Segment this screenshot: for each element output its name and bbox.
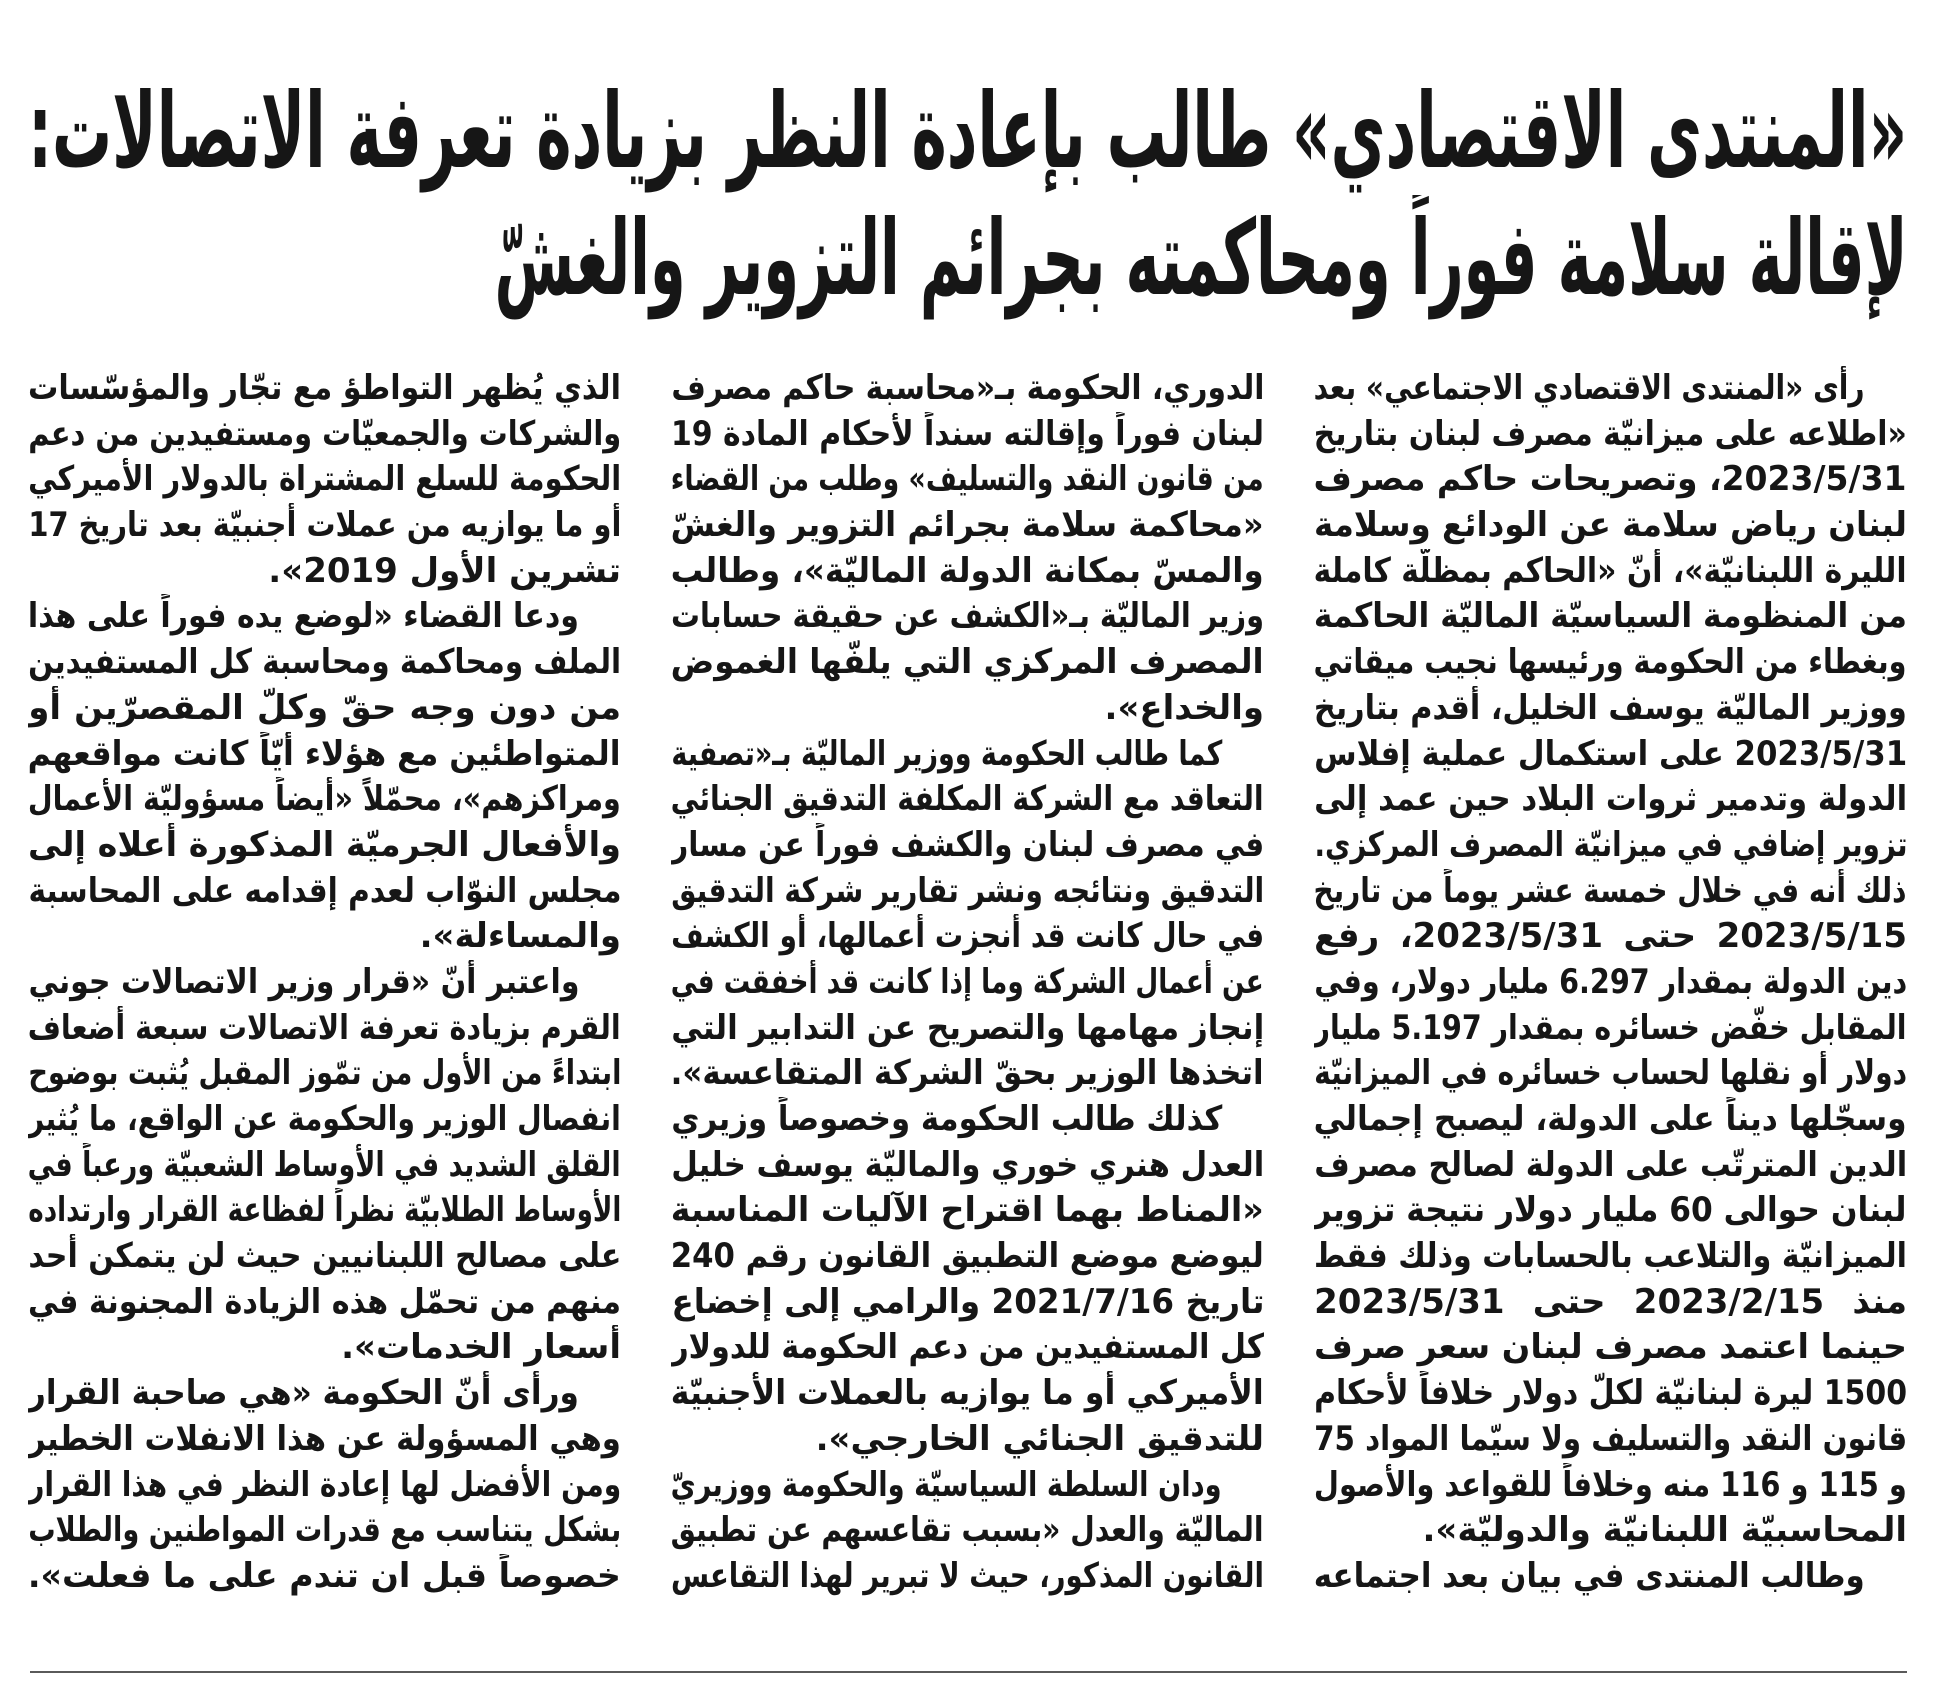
article-line-text: والشركات والجمعيّات ومستفيدين من دعم: [28, 413, 621, 454]
article-paragraph: [28, 594, 621, 960]
article-line-text: ووزير الماليّة يوسف الخليل، أقدم بتاريخ: [1314, 687, 1907, 728]
article-line: [671, 686, 1264, 732]
article-line: [1314, 412, 1907, 458]
article-line: [671, 1051, 1264, 1097]
article-line: [1314, 1463, 1907, 1509]
article-line: [28, 1417, 621, 1463]
article-line-text: كذلك طالب الحكومة وخصوصاً وزيري: [671, 1099, 1222, 1139]
article-line: [1314, 869, 1907, 915]
article-line-text: من قانون النقد والتسليف» وطلب من القضاء: [671, 459, 1264, 500]
article-line-text: خصوصاً قبل ان تندم على ما فعلت».: [28, 1555, 621, 1596]
article-line: [28, 1371, 621, 1417]
article-line-text: ابتداءً من الأول من تمّوز المقبل يُثبت بوضوح: [28, 1053, 621, 1094]
article-line: [671, 640, 1264, 686]
article-line: [1314, 1417, 1907, 1463]
headline-line-text: «المنتدى الاقتصادي» طالب بإعادة النظر بزيادة تعرفة الاتصالات:: [28, 70, 1907, 192]
article-line: [671, 1234, 1264, 1280]
article-paragraph: [671, 1097, 1264, 1463]
article-line-text: في حال كانت قد أنجزت أعمالها، أو الكشف: [671, 916, 1264, 957]
article-line: [671, 503, 1264, 549]
article-line: [1314, 960, 1907, 1006]
article-line-text: أسعار الخدمات».: [341, 1327, 621, 1368]
article-line: [28, 640, 621, 686]
article-column: [1314, 366, 1907, 1606]
article-line: [1314, 366, 1907, 412]
article-line-text: 2023/5/31، وتصريحات حاكم مصرف: [1314, 459, 1907, 500]
article-line-text: اتخذها الوزير بحقّ الشركة المتقاعسة».: [671, 1053, 1264, 1094]
article-line-text: الدولة وتدمير ثروات البلاد حين عمد إلى: [1314, 779, 1907, 820]
article-line: [1314, 1097, 1907, 1143]
headline-line: [494, 195, 1907, 321]
article-line: [1314, 457, 1907, 503]
article-line-text: ليوضع موضع التطبيق القانون رقم 240: [671, 1236, 1264, 1277]
article-line: [671, 594, 1264, 640]
article-paragraph: [1314, 366, 1907, 1554]
article-line: [1314, 503, 1907, 549]
article-line: [671, 1143, 1264, 1189]
article-line-text: القلق الشديد في الأوساط الشعبيّة ورعباً في: [28, 1144, 621, 1185]
article-line: [1314, 823, 1907, 869]
article-paragraph: [28, 960, 621, 1371]
article-column: [28, 366, 621, 1606]
article-line: [671, 960, 1264, 1006]
article-line: [671, 1417, 1264, 1463]
article-line: [28, 960, 621, 1006]
article-paragraph: [671, 1463, 1264, 1600]
article-line-text: تشرين الأول 2019».: [268, 550, 621, 591]
article-line-text: من المنظومة السياسيّة الماليّة الحاكمة: [1314, 596, 1907, 637]
article-line: [671, 1097, 1264, 1143]
article-line-text: من دون وجه حقّ وكلّ المقصرّين أو: [28, 687, 621, 728]
article-line-text: المقابل خفّض خسائره بمقدار 5.197 مليار: [1314, 1007, 1907, 1048]
article-line: [1314, 1280, 1907, 1326]
article-line: [28, 549, 621, 595]
article-line-text: ورأى أنّ الحكومة «هي صاحبة القرار: [28, 1373, 579, 1414]
article-line-text: وبغطاء من الحكومة ورئيسها نجيب ميقاتي: [1314, 642, 1907, 683]
article-line: [28, 1234, 621, 1280]
article-line-text: المصرف المركزي التي يلفّها الغموض: [671, 642, 1264, 683]
article-line-text: 2023/5/31 على استكمال عملية إفلاس: [1314, 733, 1907, 774]
article-line-text: انفصال الوزير والحكومة عن الواقع، ما يُثير: [28, 1099, 621, 1139]
article-line: [28, 1006, 621, 1052]
article-line: [1314, 1188, 1907, 1234]
article-line-text: التدقيق ونتائجه ونشر تقارير شركة التدقيق: [671, 870, 1264, 911]
article-line-text: ودان السلطة السياسيّة والحكومة ووزيريّ: [671, 1464, 1222, 1505]
article-line: [28, 594, 621, 640]
article-line-text: الأميركي أو ما يوازيه بالعملات الأجنبيّة: [671, 1373, 1264, 1414]
article-line: [1314, 1371, 1907, 1417]
article-line-text: والمسّ بمكانة الدولة الماليّة»، وطالب: [671, 550, 1264, 591]
article-line: [671, 1508, 1264, 1554]
article-line-text: أو ما يوازيه من عملات أجنبيّة بعد تاريخ 17: [28, 505, 621, 546]
article-line: [1314, 1508, 1907, 1554]
article-line-text: الليرة اللبنانيّة»، أنّ «الحاكم بمظلّة كاملة: [1314, 550, 1907, 591]
article-line-text: «اطلاعه على ميزانيّة مصرف لبنان بتاريخ: [1314, 413, 1907, 454]
article-line: [28, 1188, 621, 1234]
article-line-text: الدوري، الحكومة بـ«محاسبة حاكم مصرف: [671, 368, 1264, 408]
article-line-text: «المناط بهما اقتراح الآليات المناسبة: [671, 1190, 1264, 1231]
article-paragraph: [671, 366, 1264, 732]
article-line: [28, 1508, 621, 1554]
article-line-text: الدين المترتّب على الدولة لصالح مصرف: [1314, 1144, 1907, 1185]
article-line-text: دولار أو نقلها لحساب خسائره في الميزانيّة: [1314, 1053, 1907, 1094]
article-line: [28, 1554, 621, 1600]
headline-line-text: لإقالة سلامة فوراً ومحاكمته بجرائم التزوير والغشّ: [494, 197, 1907, 319]
article-line-text: الميزانيّة والتلاعب بالحسابات وذلك فقط: [1314, 1236, 1907, 1277]
article-line-text: القرم بزيادة تعرفة الاتصالات سبعة أضعاف: [28, 1007, 621, 1048]
article-line: [671, 869, 1264, 915]
article-line: [1314, 732, 1907, 778]
article-line-text: ومن الأفضل لها إعادة النظر في هذا القرار: [28, 1464, 621, 1505]
article-line: [28, 823, 621, 869]
article-line-text: وسجّلها ديناً على الدولة، ليصبح إجمالي: [1314, 1099, 1907, 1139]
article-line: [1314, 640, 1907, 686]
article-column: [671, 366, 1264, 1606]
article-line-text: وهي المسؤولة عن هذا الانفلات الخطير: [28, 1418, 621, 1459]
bottom-rule: [30, 1671, 1907, 1673]
article-line-text: الأوساط الطلابيّة نظراً لفظاعة القرار وارتداده: [28, 1190, 621, 1231]
article-line-text: تزوير إضافي في ميزانيّة المصرف المركزي.: [1314, 824, 1907, 865]
headline: [0, 0, 1933, 340]
article-line: [1314, 1325, 1907, 1371]
article-line-text: بشكل يتناسب مع قدرات المواطنين والطلاب: [28, 1510, 621, 1551]
article-line: [671, 914, 1264, 960]
article-body: [28, 366, 1907, 1606]
article-line-text: العدل هنري خوري والماليّة يوسف خليل: [671, 1144, 1264, 1185]
article-line-text: رأى «المنتدى الاقتصادي الاجتماعي» بعد: [1314, 368, 1865, 408]
article-line-text: ذلك أنه في خلال خمسة عشر يوماً من تاريخ: [1314, 870, 1907, 911]
article-line: [1314, 549, 1907, 595]
article-line: [28, 1051, 621, 1097]
article-line: [28, 1463, 621, 1509]
article-line-text: إنجاز مهامها والتصريح عن التدابير التي: [671, 1007, 1264, 1048]
article-line: [671, 1325, 1264, 1371]
article-line: [671, 1371, 1264, 1417]
article-line-text: المحاسبيّة اللبنانيّة والدوليّة».: [1422, 1510, 1907, 1551]
article-line-text: كل المستفيدين من دعم الحكومة للدولار: [671, 1327, 1264, 1368]
article-line: [671, 457, 1264, 503]
article-line-text: للتدقيق الجنائي الخارجي».: [815, 1418, 1264, 1459]
headline-line: [28, 68, 1907, 194]
article-line-text: والمساءلة».: [419, 916, 621, 957]
article-line: [1314, 1234, 1907, 1280]
article-line-text: لبنان حوالى 60 مليار دولار نتيجة تزوير: [1314, 1190, 1907, 1231]
article-line-text: الذي يُظهر التواطؤ مع تجّار والمؤسّسات: [28, 368, 621, 408]
article-line-text: قانون النقد والتسليف ولا سيّما المواد 75: [1314, 1418, 1907, 1459]
article-line: [28, 1097, 621, 1143]
article-line: [28, 732, 621, 778]
article-line: [671, 412, 1264, 458]
article-line-text: في مصرف لبنان والكشف فوراً عن مسار: [671, 824, 1264, 865]
article-line: [671, 777, 1264, 823]
article-line-text: الملف ومحاكمة ومحاسبة كل المستفيدين: [28, 642, 621, 683]
article-line-text: عن أعمال الشركة وما إذا كانت قد أخفقت في: [671, 961, 1264, 1002]
article-paragraph: [1314, 1554, 1907, 1600]
article-line: [1314, 1006, 1907, 1052]
article-line: [1314, 1143, 1907, 1189]
article-line: [671, 366, 1264, 412]
article-line: [671, 1463, 1264, 1509]
article-line-text: المتواطئين مع هؤلاء أيّاً كانت مواقعهم: [28, 733, 621, 774]
article-line: [1314, 1051, 1907, 1097]
article-line-text: القانون المذكور، حيث لا تبرير لهذا التقاعس: [671, 1555, 1264, 1596]
article-line: [671, 1188, 1264, 1234]
article-line: [1314, 914, 1907, 960]
article-line-text: دين الدولة بمقدار 6.297 مليار دولار، وفي: [1314, 961, 1907, 1002]
article-line: [28, 412, 621, 458]
article-line: [671, 1006, 1264, 1052]
article-line: [1314, 1554, 1907, 1600]
article-line: [28, 686, 621, 732]
article-line: [671, 1280, 1264, 1326]
article-line: [671, 823, 1264, 869]
article-line: [671, 732, 1264, 778]
article-line-text: الحكومة للسلع المشتراة بالدولار الأميركي: [28, 459, 621, 500]
article-line-text: «محاكمة سلامة بجرائم التزوير والغشّ: [671, 505, 1264, 546]
article-line: [1314, 686, 1907, 732]
article-line-text: لبنان رياض سلامة عن الودائع وسلامة: [1314, 505, 1907, 546]
article-line: [1314, 594, 1907, 640]
article-paragraph: [28, 1371, 621, 1599]
article-line: [28, 777, 621, 823]
article-line: [671, 549, 1264, 595]
article-line-text: كما طالب الحكومة ووزير الماليّة بـ«تصفية: [671, 733, 1222, 774]
article-line-text: والخداع».: [1104, 687, 1264, 728]
article-line-text: و 115 و 116 منه وخلافاً للقواعد والأصول: [1314, 1464, 1907, 1505]
article-line: [1314, 777, 1907, 823]
article-line: [28, 1280, 621, 1326]
article-line: [28, 1325, 621, 1371]
article-line-text: ودعا القضاء «لوضع يده فوراً على هذا: [28, 596, 579, 637]
article-line-text: لبنان فوراً وإقالته سنداً لأحكام المادة 19: [671, 413, 1264, 454]
article-line-text: الماليّة والعدل «بسبب تقاعسهم عن تطبيق: [671, 1510, 1264, 1551]
article-line-text: على مصالح اللبنانيين حيث لن يتمكن أحد: [28, 1236, 621, 1277]
article-line-text: 2023/5/15 حتى 2023/5/31، رفع: [1314, 916, 1907, 957]
article-line: [28, 503, 621, 549]
article-line-text: 1500 ليرة لبنانيّة لكلّ دولار خلافاً لأحكام: [1314, 1373, 1907, 1414]
article-paragraph: [28, 366, 621, 594]
article-line-text: والأفعال الجرميّة المذكورة أعلاه إلى: [28, 824, 621, 865]
article-line-text: التعاقد مع الشركة المكلفة التدقيق الجنائي: [671, 779, 1264, 820]
article-line-text: ومراكزهم»، محمّلاً «أيضاً مسؤوليّة الأعمال: [28, 779, 621, 820]
article-line: [28, 914, 621, 960]
article-line: [671, 1554, 1264, 1600]
article-line: [28, 1143, 621, 1189]
article-line: [28, 869, 621, 915]
article-line-text: وزير الماليّة بـ«الكشف عن حقيقة حسابات: [671, 596, 1264, 637]
article-line-text: منذ 2023/2/15 حتى 2023/5/31: [1314, 1281, 1907, 1322]
article-line-text: تاريخ 2021/7/16 والرامي إلى إخضاع: [671, 1281, 1264, 1322]
article-paragraph: [671, 732, 1264, 1098]
article-line-text: وطالب المنتدى في بيان بعد اجتماعه: [1314, 1555, 1865, 1596]
article-line-text: مجلس النوّاب لعدم إقدامه على المحاسبة: [28, 870, 621, 911]
article-line-text: واعتبر أنّ «قرار وزير الاتصالات جوني: [28, 961, 579, 1002]
article-line: [28, 366, 621, 412]
article-line-text: منهم من تحمّل هذه الزيادة المجنونة في: [28, 1281, 621, 1322]
article-line-text: حينما اعتمد مصرف لبنان سعر صرف: [1314, 1327, 1907, 1368]
article-line: [28, 457, 621, 503]
